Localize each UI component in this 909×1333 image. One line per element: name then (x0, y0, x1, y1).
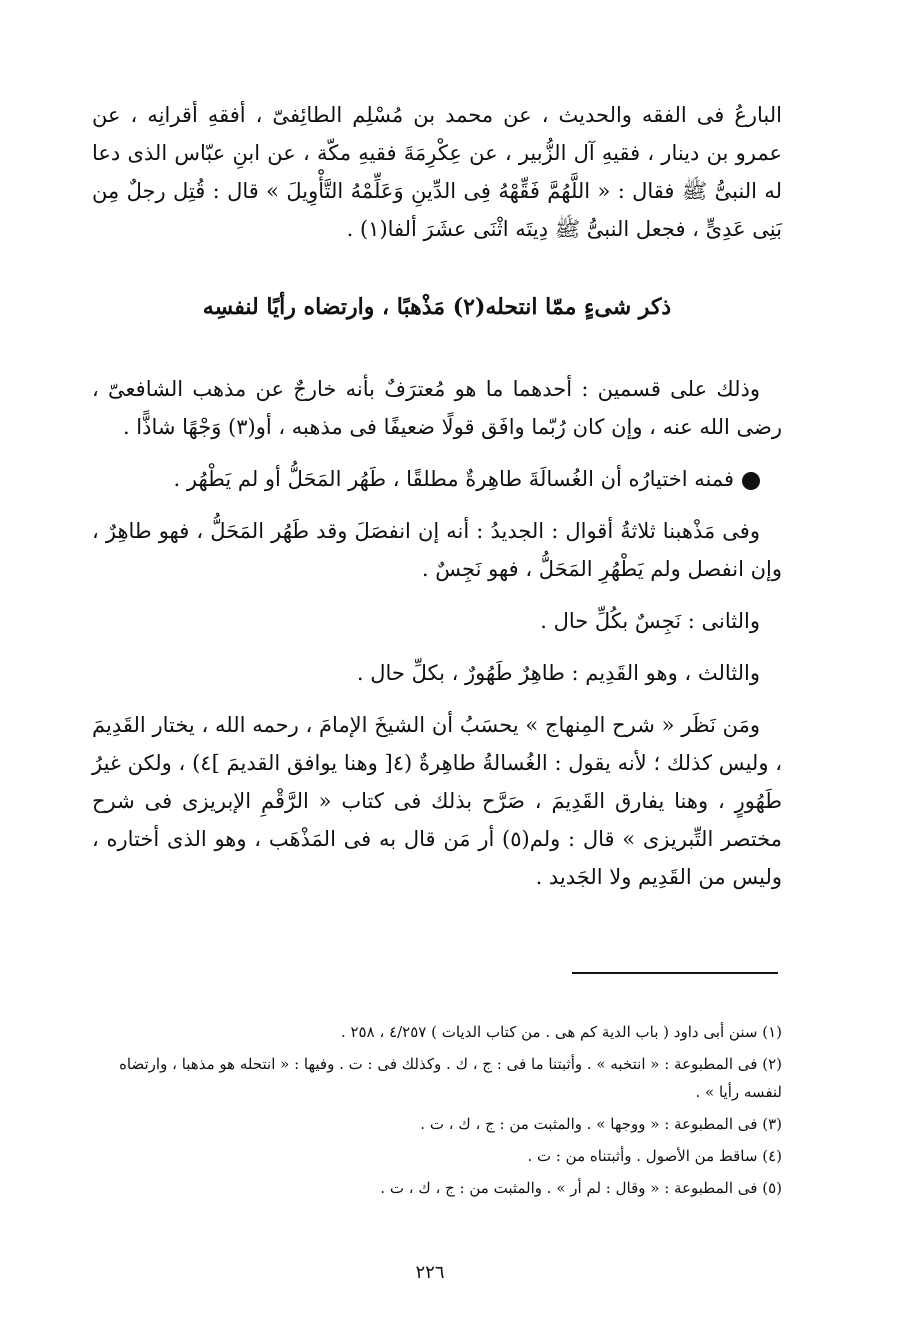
bullet-dot-icon (742, 472, 760, 490)
footnote-4: (٤) ساقط من الأصول . وأثبتناه من : ت . (527, 1147, 782, 1165)
paragraph-6: والثالث ، وهو القَدِيم : طاهِرٌ طَهُورٌ ، بكلِّ حال . (356, 661, 760, 685)
main-text (92, 96, 782, 910)
paragraph-3 (92, 460, 782, 498)
footnote-5: (٥) فى المطبوعة : « وقال : لم أر » . والمثبت من : ج ، ك ، ت . (380, 1179, 782, 1197)
page-number: ٢٢٦ (415, 1262, 445, 1283)
footnote-2: (٢) فى المطبوعة : « انتخبه » . وأثبتنا ما فى : ج ، ك . وكذلك فى : ت . وفيها : « انتحله هو مذهبا ، وارتضاه لنفسه رأيا » . (119, 1055, 782, 1101)
footnote-3: (٣) فى المطبوعة : « ووجها » . والمثبت من : ج ، ك ، ت . (420, 1115, 782, 1133)
paragraph-4: وفى مَذْهبنا ثلاثةُ أقوال : الجديدُ : أنه إن انفصَلَ وقد طَهُر المَحَلُّ ، فهو طاهِرٌ ، وإن انفصل ولم يَطْهُرِ المَحَلُّ ، فهو نَجِسٌ . (92, 519, 782, 581)
footnote-separator (572, 972, 778, 974)
paragraph-7: ومَن نَظَر « شرح المِنهاج » يحسَبُ أن الشيخَ الإمامَ ، رحمه الله ، يختار القَدِيمَ ، وليس كذلك ؛ لأنه يقول : الغُسالةُ طاهِرةٌ (٤[ وهنا يوافق القديمَ ]٤) ، ولكن غيرُ طَهُورٍ ، وهنا يفارق القَدِيمَ ، صَرَّح بذلك فى كتاب « الرَّقْمِ الإبريزى فى شرح مختصر التِّبريزى » قال : ولم(٥) أر مَن قال به فى المَذْهَب ، وهو الذى أختاره ، وليس من القَدِيم ولا الجَديد . (92, 713, 782, 889)
paragraph-2: وذلك على قسمين : أحدهما ما هو مُعترَفٌ بأنه خارجٌ عن مذهب الشافعىّ ، رضى الله عنه ، وإن كان رُبّما وافَق قولًا ضعيفًا فى مذهبه ، أو(٣) وَجْهًا شاذًّا . (92, 377, 782, 439)
section-heading: ذكر شىءٍ ممّا انتحله(٢) مَذْهبًا ، وارتضاه رأيًا لنفسِه (202, 294, 672, 320)
paragraph-1: البارعُ فى الفقه والحديث ، عن محمد بن مُسْلِم الطائِفىّ ، أفقهِ أقرانِه ، عن عمرو بن دينار ، فقيهِ آل الزُّبير ، عن عِكْرِمَةَ فقيهِ مكّة ، عن ابنِ عبّاس الذى دعا له النبىُّ ﷺ فقال : « اللَّهُمَّ فَقِّهْهُ فِى الدِّينِ وَعَلِّمْهُ التَّأْوِيلَ » قال : قُتِل رجلٌ مِن بَنِى عَدِىٍّ ، فجعل النبىُّ ﷺ دِيتَه اثْنَى عشَرَ ألفا(١) . (92, 103, 782, 241)
footnotes (92, 1018, 782, 1206)
paragraph-5: والثانى : نَجِسٌ بكُلِّ حال . (540, 609, 760, 633)
footnote-1: (١) سنن أبى داود ( باب الدية كم هى . من كتاب الديات ) ٤/٢٥٧ ، ٢٥٨ . (340, 1023, 782, 1041)
paragraph-3-text: فمنه اختيارُه أن الغُسالَةَ طاهِرةٌ مطلقًا ، طَهُر المَحَلُّ أو لم يَطْهُر . (173, 467, 734, 491)
